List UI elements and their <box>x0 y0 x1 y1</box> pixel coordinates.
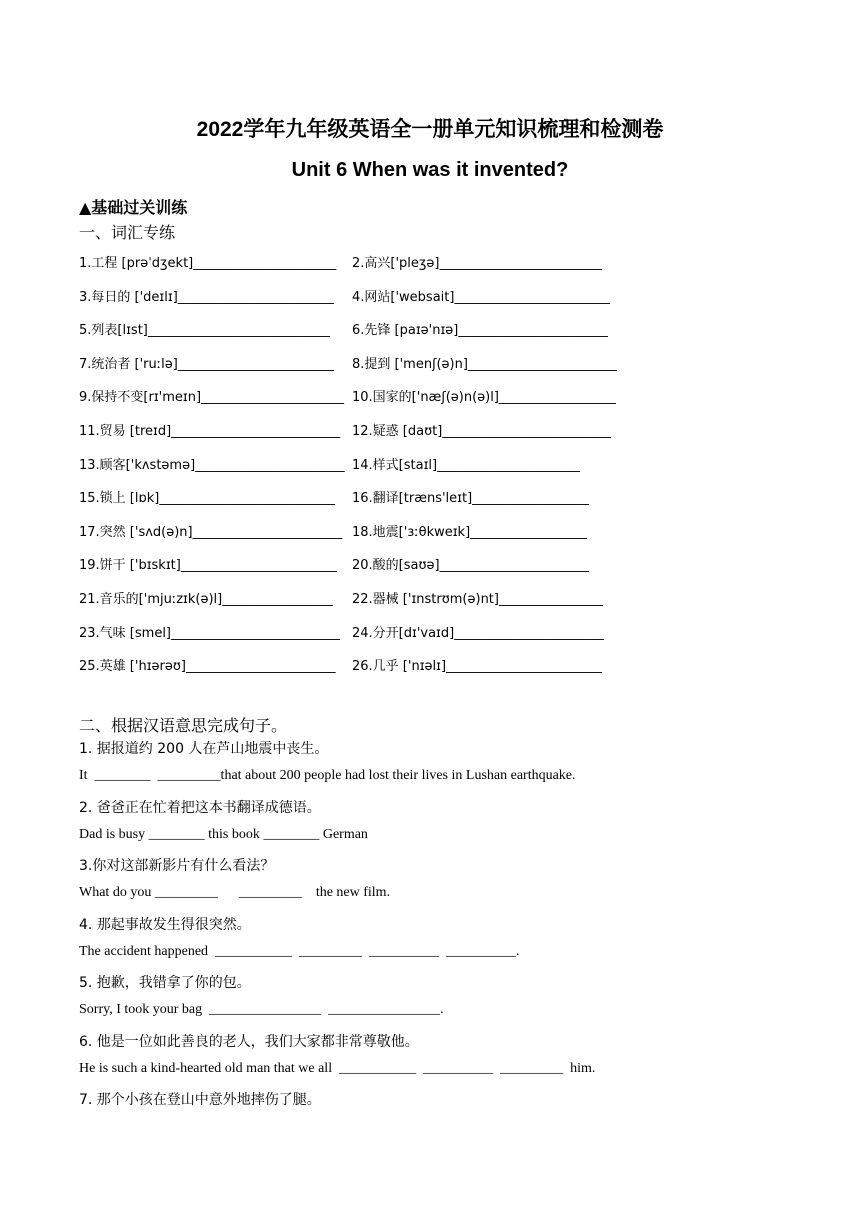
vocab-item: 19.饼干 ['bɪskɪt]________________________ <box>79 558 337 574</box>
vocab-item: 18.地震['ɜːθkweɪk]__________________ <box>352 524 588 540</box>
vocab-item: 4.网站['websait]________________________ <box>352 289 611 305</box>
section-basic-training: ▲基础过关训练 <box>79 198 188 217</box>
vocab-row <box>79 420 799 442</box>
vocab-item: 8.提到 ['menʃ(ə)n]_______________________ <box>352 356 618 372</box>
vocab-item: 14.样式[staɪl]______________________ <box>352 457 581 473</box>
section-sentences: 二、根据汉语意思完成句子。 <box>79 716 288 735</box>
vocab-item: 6.先锋 [paɪə'nɪə]_______________________ <box>352 323 608 339</box>
vocab-item: 24.分开[dɪ'vaɪd]_______________________ <box>352 625 604 641</box>
vocab-row <box>79 655 799 677</box>
vocab-item: 16.翻译[træns'leɪt]__________________ <box>352 491 590 507</box>
question-prompt: 4. 那起事故发生得很突然。 <box>79 916 251 933</box>
vocab-item: 22.器械 ['ɪnstrʊm(ə)nt]________________ <box>352 592 603 607</box>
vocab-item: 20.酸的[saʊə]_______________________ <box>352 558 590 574</box>
vocab-item: 15.锁上 [lɒk]___________________________ <box>79 491 335 507</box>
vocab-item: 1.工程 [prəˈdʒekt]______________________ <box>79 256 337 271</box>
question-prompt: 3.你对这部新影片有什么看法？ <box>79 858 275 874</box>
unit-subtitle: Unit 6 When was it invented? <box>291 159 569 181</box>
vocab-item: 13.顾客['kʌstəmə]_______________________ <box>79 457 345 473</box>
vocab-item: 11.贸易 [treɪd]__________________________ <box>79 424 341 439</box>
question-prompt: 6. 他是一位如此善良的老人，我们大家都非常尊敬他。 <box>79 1033 419 1050</box>
answer-line: The accident happened ___________ _________ __________ __________. <box>79 943 520 959</box>
vocab-row <box>79 487 799 509</box>
vocab-item: 21.音乐的['mjuːzɪk(ə)l]_________________ <box>79 592 333 607</box>
answer-line: It ________ _________that about 200 people had lost their lives in Lushan earthquake. <box>79 768 576 783</box>
question-prompt: 2. 爸爸正在忙着把这本书翻译成德语。 <box>79 799 321 816</box>
vocab-item: 3.每日的 ['deɪlɪ]________________________ <box>79 289 334 305</box>
vocab-item: 5.列表[lɪst]____________________________ <box>79 323 330 339</box>
page-title: 2022学年九年级英语全一册单元知识梳理和检测卷 <box>196 118 664 141</box>
vocab-row <box>79 319 799 341</box>
vocab-row <box>79 588 799 610</box>
vocab-item: 12.疑惑 [daʊt]__________________________ <box>352 424 612 439</box>
vocab-row <box>79 622 799 644</box>
vocab-row <box>79 386 799 408</box>
vocab-item: 2.高兴['pleʒə]_________________________ <box>352 256 602 271</box>
vocab-item: 7.统治者 ['ruːlə]________________________ <box>79 356 334 372</box>
vocab-row <box>79 286 799 308</box>
vocab-item: 25.英雄 ['hɪərəʊ]_______________________ <box>79 659 336 675</box>
answer-line: Dad is busy ________ this book ________ German <box>79 826 368 842</box>
answer-line: Sorry, I took your bag ________________ ________________. <box>79 1002 444 1017</box>
vocab-row <box>79 252 799 274</box>
vocab-item: 17.突然 ['sʌd(ə)n]_______________________ <box>79 524 343 540</box>
section-vocabulary: 一、词汇专练 <box>79 223 176 242</box>
vocab-row <box>79 554 799 576</box>
answer-line: What do you _________ _________ the new film. <box>79 885 391 900</box>
vocab-row <box>79 353 799 375</box>
vocab-row <box>79 521 799 543</box>
vocab-item: 23.气味 [smel]__________________________ <box>79 625 340 641</box>
question-prompt: 5. 抱歉，我错拿了你的包。 <box>79 975 251 991</box>
vocab-item: 9.保持不变[rɪ'meɪn]______________________ <box>79 390 345 406</box>
answer-line: He is such a kind-hearted old man that we all ___________ __________ _________ him. <box>79 1060 596 1076</box>
question-prompt: 1. 据报道约 200 人在芦山地震中丧生。 <box>79 741 329 757</box>
vocab-item: 10.国家的['næʃ(ə)n(ə)l]__________________ <box>352 390 616 406</box>
vocab-item: 26.几乎 ['nɪəlɪ]________________________ <box>352 659 603 675</box>
question-prompt: 7. 那个小孩在登山中意外地摔伤了腿。 <box>79 1092 321 1108</box>
vocab-row <box>79 454 799 476</box>
